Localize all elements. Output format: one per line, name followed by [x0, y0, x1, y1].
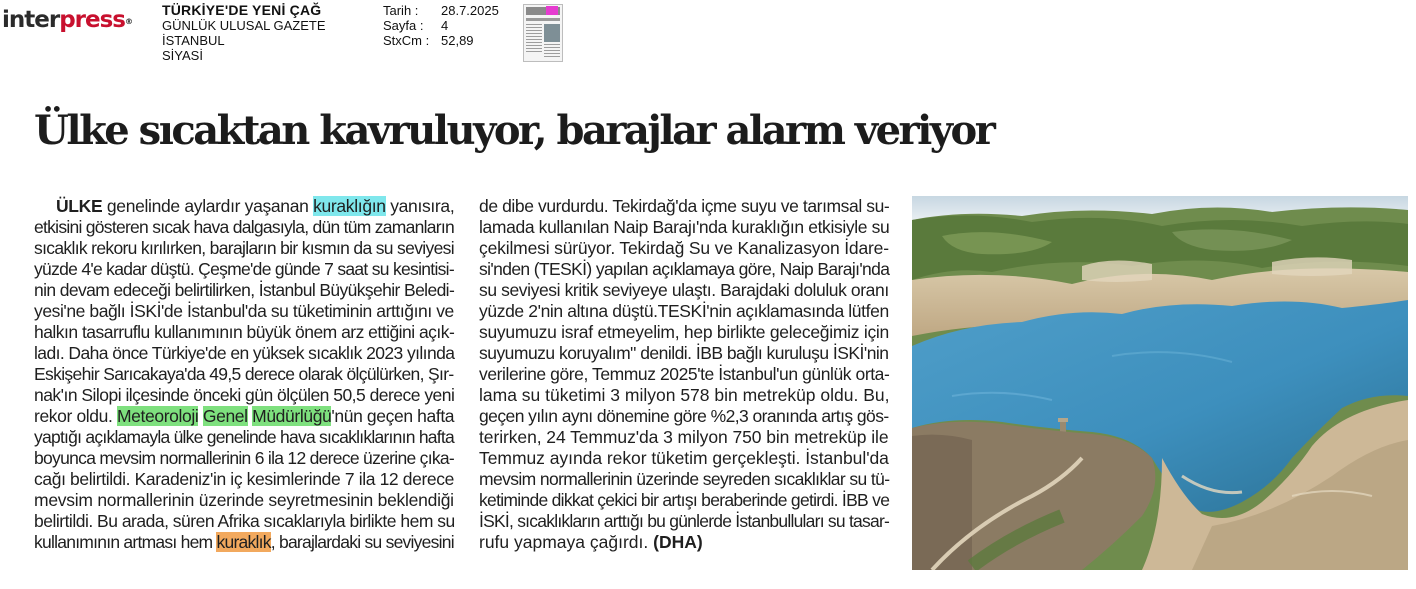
text-run: rekor oldu. [34, 406, 117, 426]
text-line: Temmuz ayında rekor tüketim gerçekleşti. İstanbul'da [479, 448, 889, 468]
news-agency-credit: (DHA) [653, 532, 703, 552]
dam-aerial-photo [912, 196, 1408, 570]
text-line: verilerine göre, Temmuz 2025'te İstanbul'un günlük orta- [479, 364, 890, 384]
text-run: kullanımının artması hem [34, 532, 217, 552]
text-line: lama su tüketimi 3 milyon 578 bin metreküp oldu. Bu, [479, 385, 890, 405]
text-line: boyunca mevsim normallerinin 6 ila 12 derece üzerine çıka- [34, 448, 455, 468]
stxcm-value: 52,89 [441, 33, 474, 48]
text-line: cağı belirtildi. Karadeniz'in iç kesimlerinde 7 ila 12 derece [34, 469, 455, 489]
text-line [34, 406, 454, 427]
text-line: Eskişehir Sarıcakaya'da 49,5 derece olarak ölçülürken, Şır- [34, 364, 454, 384]
stxcm-label: StxCm : [383, 33, 430, 48]
text-line: nin devam edeceği belirtilirken, İstanbul Büyükşehir Beledi- [34, 280, 455, 300]
publication-name: TÜRKİYE'DE YENİ ÇAĞ [162, 2, 322, 18]
text-line [479, 532, 889, 553]
date-label: Tarih : [383, 3, 419, 18]
text-line: yüzde 2'nin altına düştü.TESKİ'nin açıklamasında lütfen [479, 301, 889, 321]
publication-subtitle: GÜNLÜK ULUSAL GAZETE [162, 18, 326, 33]
text-line: yüzde 4'e kadar düştü. Çeşme'de günde 7 saat su kesintisi- [34, 259, 454, 279]
text-line [34, 196, 454, 217]
text-line: etkisini gösteren sıcak hava dalgasıyla, dün tüm zamanların [34, 217, 455, 237]
highlight-green: Müdürlüğü [252, 406, 332, 426]
text-line: ladı. Daha önce Türkiye'de en yüksek sıcaklık 2023 yılında [34, 343, 455, 363]
text-line: nak'ın Silopi ilçesinde önceki gün ölçülen 50,5 derece yeni [34, 385, 455, 405]
article-column-1 [34, 196, 454, 553]
highlight-orange: kuraklık [216, 532, 271, 552]
publication-category: SİYASİ [162, 48, 203, 63]
text-line: belirtildi. Bu arada, süren Afrika sıcaklarıyla birlikte hem su [34, 511, 455, 531]
text-run: yanısıra, [385, 196, 455, 216]
lead-keyword: ÜLKE [56, 196, 103, 216]
text-line: yesi'ne bağlı İSKİ'de İstanbul'da su tüketiminin arttığını ve [34, 301, 454, 321]
text-line: terirken, 24 Temmuz'da 3 milyon 750 bin metreküp ile [479, 427, 889, 447]
text-line [34, 532, 454, 553]
publication-info [162, 3, 372, 63]
date-row [383, 3, 499, 18]
page-label: Sayfa : [383, 18, 424, 33]
page-thumbnail[interactable] [523, 4, 563, 62]
highlight-green: Genel [202, 406, 248, 426]
text-line: de dibe vurdurdu. Tekirdağ'da içme suyu ve tarımsal su- [479, 196, 890, 216]
article-column-2 [479, 196, 889, 553]
text-line: halkın tasarruflu kullanımının büyük önem arz ettiğini açık- [34, 322, 455, 342]
highlight-green: Meteoroloji [116, 406, 199, 426]
highlight-cyan: kuraklığın [313, 196, 386, 216]
text-line: sıcaklık rekoru kırılırken, barajların bir kısmın da su seviyesi [34, 238, 454, 258]
text-run: rufu yapmaya çağırdı. [479, 532, 654, 552]
text-line: suyumuzu koruyalım" denildi. İBB bağlı kuruluşu İSKİ'nin [479, 343, 889, 363]
registered-mark: ® [125, 17, 132, 26]
page-value: 4 [441, 18, 449, 33]
date-value: 28.7.2025 [441, 3, 499, 18]
text-line: su seviyesi kritik seviyeye ulaştı. Barajdaki doluluk oranı [479, 280, 889, 300]
text-line: suyumuzu israf etmeyelim, hep birlikte geleceğimiz için [479, 322, 890, 342]
text-line: çekilmesi sürüyor. Tekirdağ Su ve Kanalizasyon İdare- [479, 238, 889, 258]
logo-text-dark: inter [2, 7, 60, 33]
text-line: ketiminde dikkat çekici bir artışı beraberinde getirdi. İBB ve [479, 490, 890, 510]
article-headline: Ülke sıcaktan kavruluyor, barajlar alarm veriyor [34, 107, 994, 154]
text-line: si'nden (TESKİ) yapılan açıklamaya göre, Naip Barajı'nda [479, 259, 890, 279]
logo-text-red: press [59, 7, 125, 33]
text-run: 'nün geçen hafta [331, 406, 455, 426]
stxcm-row [383, 33, 499, 48]
text-line: İSKİ, sıcaklıkların arttığı bu günlerde İstanbulluları su tasar- [479, 511, 890, 531]
text-line: geçen yılın aynı dönemine göre %2,3 oranında artış gös- [479, 406, 889, 426]
text-line: lamada kullanılan Naip Barajı'nda kuraklığın etkisiyle su [479, 217, 890, 237]
text-line: yaptığı açıklamayla ülke genelinde hava sıcaklıklarının hafta [34, 427, 454, 447]
text-run: genelinde aylardır yaşanan [102, 196, 314, 216]
clipping-details [383, 3, 499, 48]
text-line: mevsim normallerinin üzerinde seyreden sıcaklıklar su tü- [479, 469, 890, 489]
publication-city: İSTANBUL [162, 33, 225, 48]
text-line: mevsim normallerinin üzerinde seyretmesinin beklendiği [34, 490, 454, 510]
interpress-logo [2, 6, 132, 34]
dam-photo-illustration [912, 196, 1408, 570]
text-run: , barajlardaki su seviyesini [270, 532, 454, 552]
page-row [383, 18, 499, 33]
